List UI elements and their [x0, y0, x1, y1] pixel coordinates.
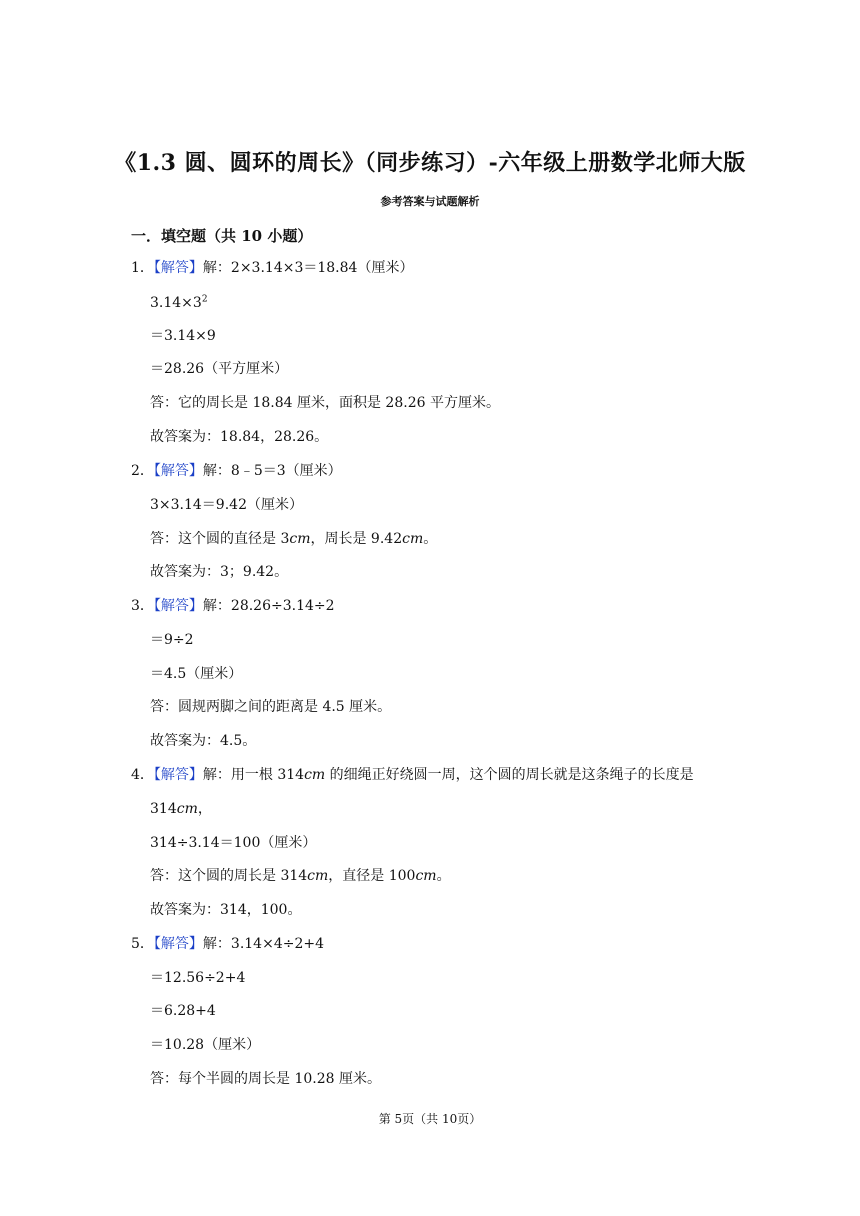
q1-line-3: ＝3.14×9 — [150, 328, 216, 344]
q4-text-1b: 的细绳正好绕圆一周，这个圆的周长就是这条绳子的长度是 — [325, 767, 694, 783]
q1-prefix: 解： — [202, 260, 231, 276]
q2-line-4: 故答案为：3；9.42。 — [150, 564, 289, 580]
q4-text-4b: ，直径是 100 — [328, 868, 416, 884]
q1-text-2: 3.14×3 — [150, 295, 202, 311]
q1-line-4: ＝28.26（平方厘米） — [150, 361, 289, 377]
q2-prefix: 解： — [202, 463, 231, 479]
q2-line-2: 3×3.14＝9.42（厘米） — [150, 497, 303, 513]
q2-text-3b: ，周长是 9.42 — [310, 531, 403, 547]
section-heading: 一．填空题（共 10 小题） — [131, 227, 313, 245]
q2-unit-1: cm — [289, 531, 311, 547]
q4-answer-tag: 【解答】 — [153, 767, 203, 783]
q4-line-4 — [150, 866, 451, 886]
q4-text-4a: 答：这个圆的周长是 314 — [150, 868, 308, 884]
q3-answer-tag: 【解答】 — [153, 598, 203, 614]
q2-line-1 — [131, 461, 342, 481]
q4-unit-3: cm — [307, 868, 329, 884]
q5-line-2: ＝12.56÷2+4 — [150, 970, 246, 986]
q1-line-1 — [131, 258, 413, 278]
q4-line-3: 314÷3.14＝100（厘米） — [150, 835, 317, 851]
q2-number: 2． — [131, 463, 154, 479]
q4-unit-4: cm — [415, 868, 437, 884]
q1-text-1: 2×3.14×3＝18.84（厘米） — [230, 260, 414, 276]
q3-number: 3． — [131, 598, 154, 614]
q4-prefix: 解： — [202, 767, 231, 783]
q2-line-3 — [150, 529, 437, 549]
q1-answer-tag: 【解答】 — [153, 260, 203, 276]
q5-prefix: 解： — [202, 936, 231, 952]
q1-exponent: 2 — [201, 294, 208, 305]
q3-line-4: 答：圆规两脚之间的距离是 4.5 厘米。 — [150, 699, 392, 715]
q3-line-1 — [131, 596, 335, 616]
q3-line-3: ＝4.5（厘米） — [150, 666, 243, 682]
q1-number: 1． — [131, 260, 154, 276]
q4-text-1a: 用一根 314 — [230, 767, 305, 783]
q4-text-2b: ， — [197, 801, 212, 817]
q4-line-5: 故答案为：314，100。 — [150, 902, 302, 918]
q4-unit-1: cm — [304, 767, 326, 783]
q5-answer-tag: 【解答】 — [153, 936, 203, 952]
q4-text-2a: 314 — [150, 801, 177, 817]
q4-unit-2: cm — [176, 801, 198, 817]
q4-number: 4． — [131, 767, 154, 783]
q5-text-1: 3.14×4÷2+4 — [230, 936, 325, 952]
q5-number: 5． — [131, 936, 154, 952]
q5-line-5: 答：每个半圆的周长是 10.28 厘米。 — [150, 1071, 381, 1087]
q1-line-5: 答：它的周长是 18.84 厘米，面积是 28.26 平方厘米。 — [150, 395, 500, 411]
q3-line-5: 故答案为：4.5。 — [150, 733, 257, 749]
q3-prefix: 解： — [202, 598, 231, 614]
q5-line-1 — [131, 934, 324, 954]
q2-answer-tag: 【解答】 — [153, 463, 203, 479]
q4-text-4c: 。 — [436, 868, 451, 884]
document-subtitle: 参考答案与试题解析 — [380, 195, 480, 208]
q2-unit-2: cm — [402, 531, 424, 547]
q2-text-1: 8﹣5＝3（厘米） — [230, 463, 342, 479]
page-footer: 第 5页（共 10页） — [378, 1112, 482, 1126]
q2-text-3c: 。 — [423, 531, 438, 547]
q1-line-2 — [150, 293, 208, 313]
q3-text-1: 28.26÷3.14÷2 — [230, 598, 335, 614]
q3-line-2: ＝9÷2 — [150, 632, 194, 648]
q4-line-2 — [150, 799, 212, 819]
q4-line-1 — [131, 765, 694, 785]
q2-text-3a: 答：这个圆的直径是 3 — [150, 531, 290, 547]
document-title: 《1.3 圆、圆环的周长》（同步练习）-六年级上册数学北师大版 — [114, 150, 746, 176]
q5-line-4: ＝10.28（厘米） — [150, 1037, 261, 1053]
q5-line-3: ＝6.28+4 — [150, 1003, 216, 1019]
q1-line-6: 故答案为：18.84，28.26。 — [150, 429, 329, 445]
